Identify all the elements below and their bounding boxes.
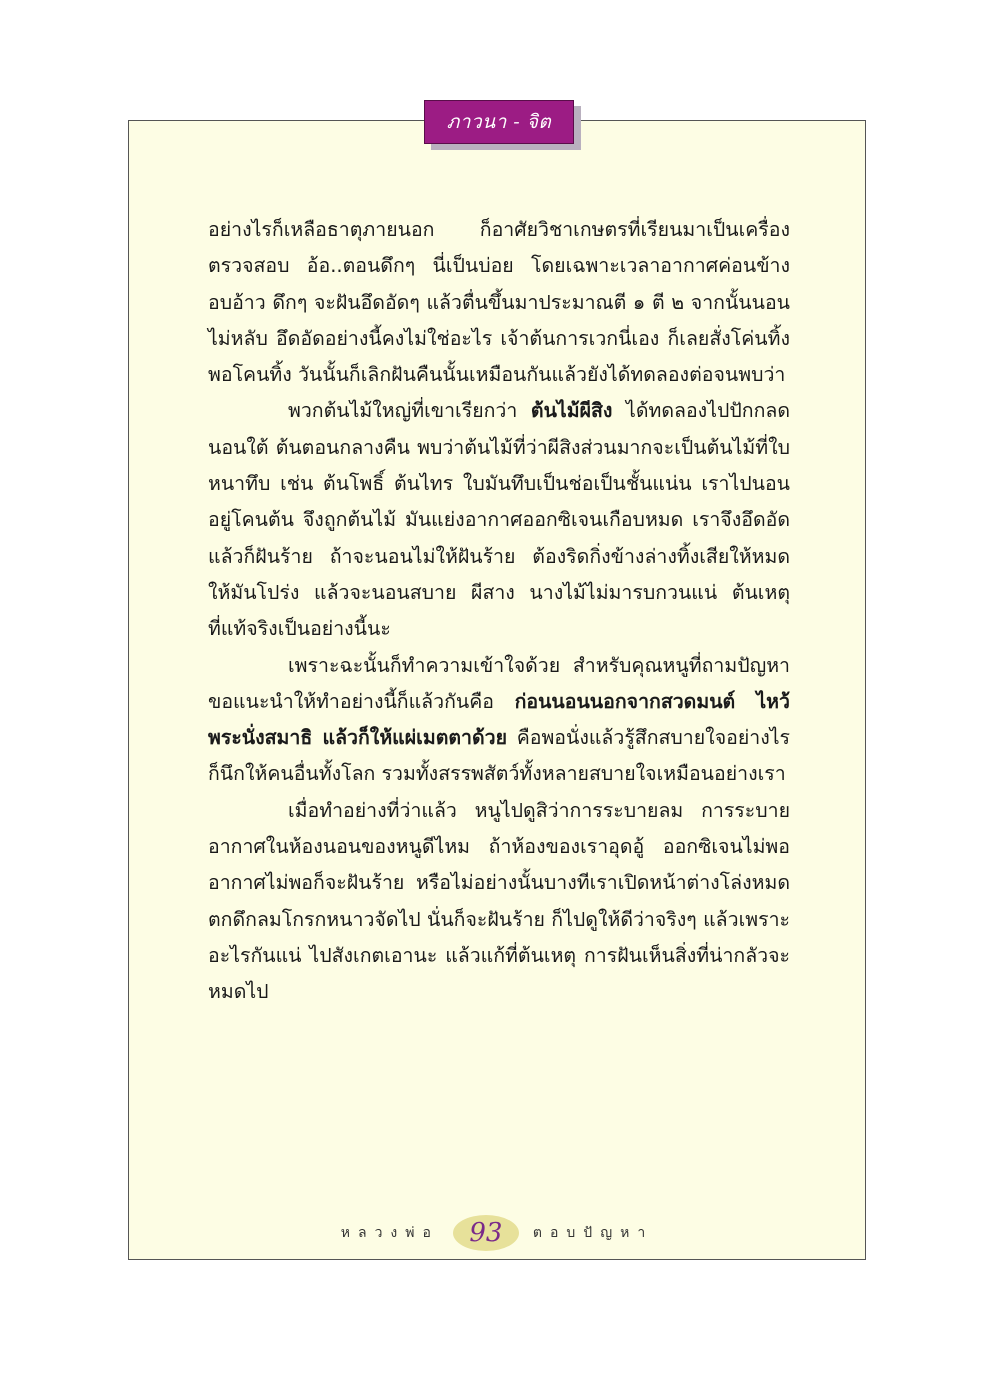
- section-title: ภาวนา - จิต: [446, 111, 552, 133]
- page-footer: [128, 1208, 866, 1258]
- page-number: 93: [469, 1218, 503, 1248]
- footer-author: หลวงพ่อ: [340, 1225, 439, 1241]
- page-number-badge: [453, 1215, 519, 1251]
- paragraph: [208, 212, 790, 393]
- text-segment: คือพอนั่งแล้วรู้สึกสบายใจอย่างไร ก็นึกให้คนอื่นทั้งโลก รวมทั้งสรรพสัตว์ทั้งหลายสบายใจเหมือนอย่างเรา: [208, 726, 791, 786]
- paragraph: [208, 648, 790, 793]
- body-text: [208, 212, 790, 1011]
- footer-book-title: ตอบปัญหา: [532, 1225, 654, 1241]
- paragraph: [208, 793, 790, 1011]
- bold-text: ต้นไม้ผีสิง: [530, 399, 613, 423]
- bold-text: ก่อนนอนนอกจากสวดมนต์ ไหว้พระนั่งสมาธิ แล้วก็ให้แผ่เมตตาด้วย: [208, 689, 790, 750]
- text-segment: เมื่อทำอย่างที่ว่าแล้ว หนูไปดูสิว่าการระบายลม การระบายอากาศในห้องนอนของหนูดีไหม ถ้าห้องของเราอุดอู้ ออกซิเจนไม่พออากาศไม่พอก็จะฝันร้าย หรือไม่อย่างนั้นบางทีเราเปิดหน้าต่างโล่งหมดตกดึกลมโกรกหนาวจัดไป นั่นก็จะฝันร้าย ก็ไปดูให้ดีว่าจริงๆ แล้วเพราะอะไรกันแน่ ไปสังเกตเอานะ แล้วแก้ที่ต้นเหตุ การฝันเห็นสิ่งที่น่ากลัวจะหมดไป: [208, 798, 790, 1004]
- text-segment: ได้ทดลองไปปักกลดนอนใต้ ต้นตอนกลางคืน พบว่าต้นไม้ที่ว่าผีสิงส่วนมากจะเป็นต้นไม้ที่ใบหนาทึบ เช่น ต้นโพธิ์ ต้นไทร ใบมันทึบเป็นช่อเป็นชั้นแน่น เราไปนอนอยู่โคนต้น จึงถูกต้นไม้ มันแย่งอากาศออกซิเจนเกือบหมด เราจึงอึดอัดแล้วก็ฝันร้าย ถ้าจะนอนไม่ให้ฝันร้าย ต้องริดกิ่งข้างล่างทิ้งเสียให้หมด ให้มันโปร่ง แล้วจะนอนสบาย ผีสาง นางไม้ไม่มารบกวนแน่ ต้นเหตุที่แท้จริงเป็นอย่างนี้นะ: [208, 399, 790, 641]
- paragraph: [208, 393, 790, 647]
- section-header-tab: [424, 100, 574, 144]
- text-segment: อย่างไรก็เหลือธาตุภายนอก ก็อาศัยวิชาเกษตรที่เรียนมาเป็นเครื่องตรวจสอบ อ้อ..ตอนดึกๆ นี่เป็นบ่อย โดยเฉพาะเวลาอากาศค่อนข้างอบอ้าว ดึกๆ จะฝันอึดอัดๆ แล้วตื่นขึ้นมาประมาณตี ๑ ตี ๒ จากนั้นนอนไม่หลับ อึดอัดอย่างนี้คงไม่ใช่อะไร เจ้าต้นการเวกนี่เอง ก็เลยสั่งโค่นทิ้ง พอโคนทิ้ง วันนั้นก็เลิกฝันคืนนั้นเหมือนกันแล้วยังได้ทดลองต่อจนพบว่า: [208, 218, 790, 387]
- text-segment: พวกต้นไม้ใหญ่ที่เขาเรียกว่า: [288, 399, 531, 423]
- text-segment: เพราะฉะนั้นก็ทำความเข้าใจด้วย สำหรับคุณหนูที่ถามปัญหาขอแนะนำให้ทำอย่างนี้ก็แล้วกันคือ: [208, 653, 790, 713]
